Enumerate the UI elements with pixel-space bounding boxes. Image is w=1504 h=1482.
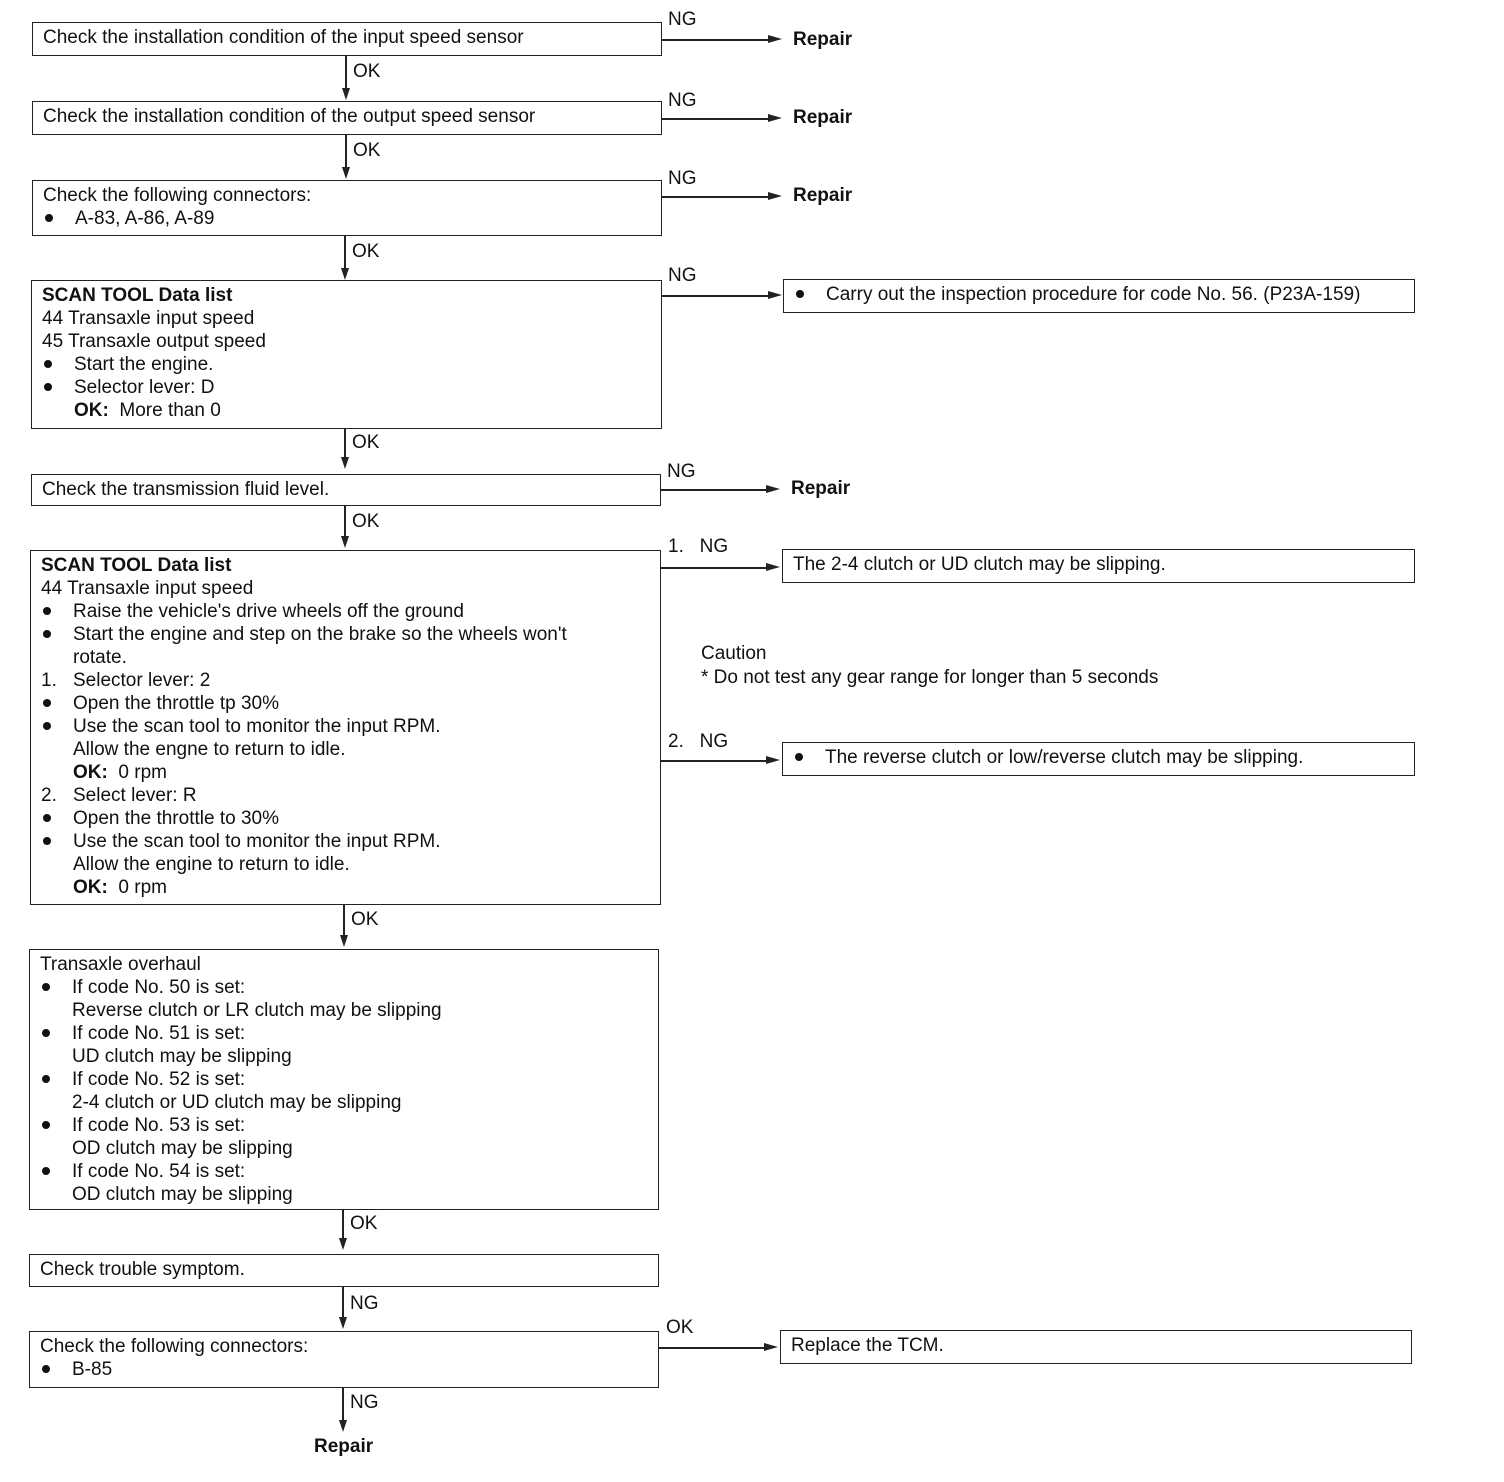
- ng2-connector: [661, 760, 768, 762]
- bullet-icon: [42, 1365, 50, 1373]
- arrow-down-icon: [341, 536, 349, 548]
- overhaul-item: If code No. 50 is set:: [40, 976, 648, 999]
- arrow-right-icon: [764, 1343, 778, 1351]
- ok-connector: [345, 135, 347, 169]
- ok-connector: [342, 1210, 344, 1240]
- bullet-icon: [43, 814, 51, 822]
- ok-criteria: OK: 0 rpm: [73, 877, 167, 898]
- step3-box: [32, 180, 662, 236]
- arrow-right-icon: [766, 485, 780, 493]
- bullet-item: Open the throttle to 30%: [41, 807, 650, 830]
- step8-text: Check trouble symptom.: [40, 1259, 245, 1280]
- ng-label: NG: [667, 461, 696, 482]
- data-item: 44 Transaxle input speed: [42, 308, 255, 329]
- bullet-icon: [796, 290, 804, 298]
- ng-connector: [662, 118, 770, 120]
- step4-box: [31, 280, 662, 429]
- numbered-item: 1. Selector lever: 2: [41, 670, 211, 691]
- ok-label: OK: [351, 909, 379, 930]
- step4-ng-result-box: [783, 279, 1415, 313]
- bullet-icon: [44, 383, 52, 391]
- arrow-right-icon: [768, 35, 782, 43]
- overhaul-result: Reverse clutch or LR clutch may be slipping: [72, 1000, 442, 1021]
- step7-box: [29, 949, 659, 1210]
- ng-label: NG: [668, 168, 697, 189]
- step8-box: [29, 1254, 659, 1287]
- bullet-item: Start the engine.: [42, 353, 651, 376]
- overhaul-result: OD clutch may be slipping: [72, 1184, 293, 1205]
- ng-connector: [662, 295, 770, 297]
- ng-connector: [661, 489, 768, 491]
- ok-criteria: OK: 0 rpm: [73, 762, 167, 783]
- bullet-icon: [795, 753, 803, 761]
- bullet-item: Selector lever: D: [42, 376, 651, 399]
- step6-ng2-result-box: [782, 742, 1415, 776]
- ok-label: OK: [352, 511, 380, 532]
- arrow-down-icon: [342, 88, 350, 100]
- ok-connector: [344, 506, 346, 538]
- ok-criteria: OK: More than 0: [74, 400, 221, 421]
- repair-label: Repair: [793, 29, 853, 50]
- ok-connector: [344, 236, 346, 270]
- caution-title: Caution: [701, 643, 767, 664]
- ok-connector: [659, 1347, 766, 1349]
- step7-title: Transaxle overhaul: [40, 954, 201, 975]
- data-item: 44 Transaxle input speed: [41, 578, 254, 599]
- ng-connector: [662, 196, 770, 198]
- ng-label: NG: [350, 1293, 379, 1314]
- connector-item: A-83, A-86, A-89: [43, 207, 651, 230]
- connector-item: B-85: [40, 1358, 648, 1381]
- bullet-item: Use the scan tool to monitor the input RPM.: [41, 715, 650, 738]
- overhaul-item: If code No. 53 is set:: [40, 1114, 648, 1137]
- step2-text: Check the installation condition of the output speed sensor: [43, 106, 536, 127]
- arrow-down-icon: [341, 457, 349, 469]
- step1-box: [32, 22, 662, 56]
- step9-ok-result-box: [780, 1330, 1412, 1364]
- step1-text: Check the installation condition of the input speed sensor: [43, 27, 524, 48]
- ng1-connector: [661, 567, 768, 569]
- data-item: 45 Transaxle output speed: [42, 331, 266, 352]
- ng-label: NG: [668, 9, 697, 30]
- overhaul-item: If code No. 52 is set:: [40, 1068, 648, 1091]
- step5-box: [31, 474, 661, 506]
- ng-label: NG: [350, 1392, 379, 1413]
- ok-connector: [343, 905, 345, 937]
- ok-label: OK: [350, 1213, 378, 1234]
- arrow-down-icon: [340, 935, 348, 947]
- step5-text: Check the transmission fluid level.: [42, 479, 330, 500]
- bullet-icon: [42, 1121, 50, 1129]
- ng1-result: The 2-4 clutch or UD clutch may be slipping.: [793, 554, 1166, 575]
- ok-connector: [344, 429, 346, 459]
- step6-title: SCAN TOOL Data list: [41, 555, 232, 576]
- arrow-down-icon: [339, 1238, 347, 1250]
- ok-label: OK: [666, 1317, 694, 1338]
- arrow-right-icon: [768, 114, 782, 122]
- repair-label: Repair: [793, 185, 853, 206]
- step6-box: [30, 550, 661, 905]
- ng2-result-item: The reverse clutch or low/reverse clutch may be slipping.: [793, 746, 1404, 769]
- step9-title: Check the following connectors:: [40, 1336, 309, 1357]
- arrow-down-icon: [339, 1317, 347, 1329]
- bullet-icon: [42, 1167, 50, 1175]
- replace-tcm-text: Replace the TCM.: [791, 1335, 944, 1356]
- bullet-item: Start the engine and step on the brake so the wheels won't: [41, 623, 650, 646]
- ng-label: NG: [668, 90, 697, 111]
- ok-label: OK: [353, 61, 381, 82]
- overhaul-result: OD clutch may be slipping: [72, 1138, 293, 1159]
- repair-label: Repair: [791, 478, 851, 499]
- bullet-icon: [43, 607, 51, 615]
- bullet-icon: [45, 214, 53, 222]
- bullet-item: Open the throttle tp 30%: [41, 692, 650, 715]
- step9-box: [29, 1331, 659, 1388]
- ok-label: OK: [352, 241, 380, 262]
- bullet-icon: [43, 699, 51, 707]
- ng-result-item: Carry out the inspection procedure for code No. 56. (P23A-159): [794, 283, 1404, 306]
- bullet-icon: [44, 360, 52, 368]
- arrow-down-icon: [342, 167, 350, 179]
- arrow-right-icon: [768, 291, 782, 299]
- ng2-label: 2. NG: [668, 731, 729, 752]
- ok-label: OK: [353, 140, 381, 161]
- bullet-icon: [42, 1075, 50, 1083]
- arrow-right-icon: [766, 563, 780, 571]
- arrow-right-icon: [766, 756, 780, 764]
- repair-label: Repair: [793, 107, 853, 128]
- arrow-down-icon: [341, 268, 349, 280]
- ok-label: OK: [352, 432, 380, 453]
- bullet-icon: [43, 630, 51, 638]
- ng-label: NG: [668, 265, 697, 286]
- bullet-continuation: Allow the engne to return to idle.: [73, 739, 346, 760]
- step3-title: Check the following connectors:: [43, 185, 312, 206]
- step6-ng1-result-box: [782, 549, 1415, 583]
- overhaul-item: If code No. 54 is set:: [40, 1160, 648, 1183]
- ng1-label: 1. NG: [668, 536, 729, 557]
- ng-connector: [342, 1388, 344, 1422]
- step4-title: SCAN TOOL Data list: [42, 285, 233, 306]
- repair-label: Repair: [314, 1436, 374, 1457]
- bullet-icon: [42, 1029, 50, 1037]
- overhaul-item: If code No. 51 is set:: [40, 1022, 648, 1045]
- caution-text: * Do not test any gear range for longer than 5 seconds: [701, 667, 1159, 688]
- arrow-down-icon: [339, 1420, 347, 1432]
- ng-connector: [342, 1287, 344, 1319]
- overhaul-result: 2-4 clutch or UD clutch may be slipping: [72, 1092, 402, 1113]
- bullet-icon: [43, 837, 51, 845]
- bullet-icon: [43, 722, 51, 730]
- step2-box: [32, 101, 662, 135]
- ok-connector: [345, 56, 347, 90]
- bullet-icon: [42, 983, 50, 991]
- numbered-item: 2. Select lever: R: [41, 785, 197, 806]
- overhaul-result: UD clutch may be slipping: [72, 1046, 292, 1067]
- bullet-continuation: Allow the engine to return to idle.: [73, 854, 350, 875]
- arrow-right-icon: [768, 192, 782, 200]
- bullet-item: Use the scan tool to monitor the input RPM.: [41, 830, 650, 853]
- bullet-continuation: rotate.: [73, 647, 127, 668]
- ng-connector: [662, 39, 770, 41]
- bullet-item: Raise the vehicle's drive wheels off the ground: [41, 600, 650, 623]
